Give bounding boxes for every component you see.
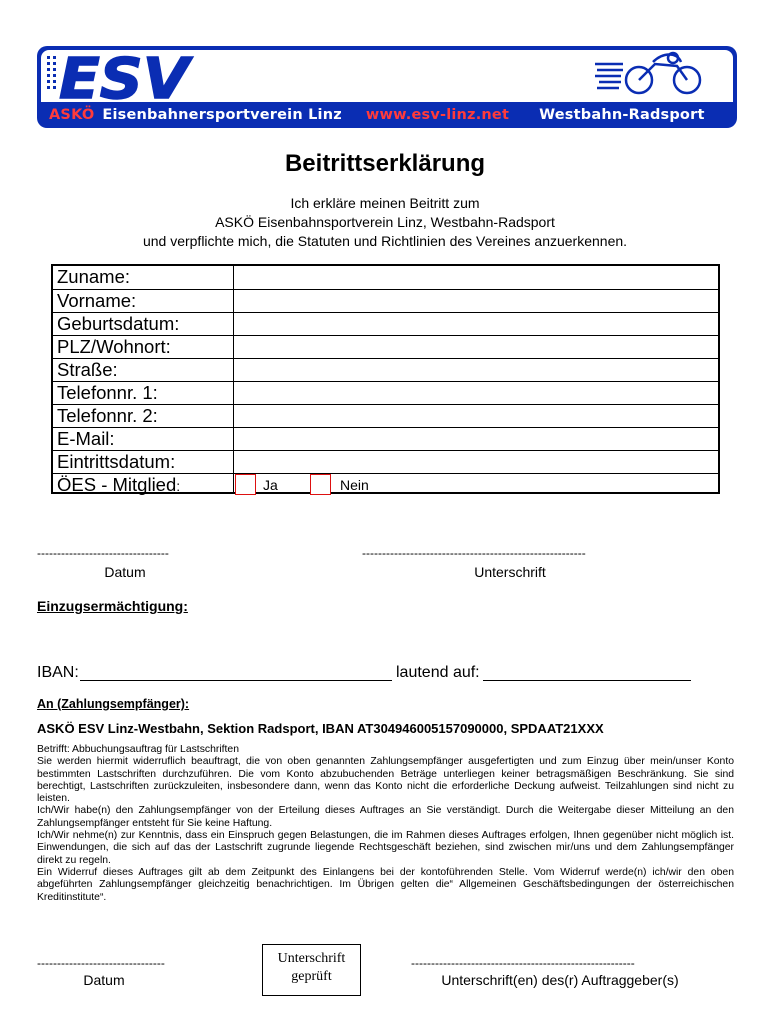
field-label: Zuname:: [57, 266, 131, 287]
club-banner: [37, 46, 737, 128]
field-label: Telefonnr. 1:: [57, 382, 158, 403]
banner-strip: [37, 102, 737, 128]
signature-line-2: --------------------------------------------------------: [411, 956, 635, 970]
form-row-entry-date[interactable]: [53, 450, 718, 473]
section-name: Westbahn-Radsport: [539, 107, 705, 123]
signature-checked-stamp: [262, 944, 361, 996]
field-label: E-Mail:: [57, 428, 115, 449]
checkbox-ja[interactable]: [235, 474, 256, 495]
payee-heading: An (Zahlungsempfänger):: [37, 697, 190, 711]
askoe-label: ASKÖ: [49, 107, 95, 123]
form-row-email[interactable]: [53, 427, 718, 450]
intro-line-2: ASKÖ Eisenbahnsportverein Linz, Westbahn-Radsport: [215, 214, 555, 230]
field-label: Straße:: [57, 359, 118, 380]
website-link[interactable]: www.esv-linz.net: [365, 107, 510, 123]
field-label: Geburtsdatum:: [57, 313, 180, 334]
iban-input[interactable]: [80, 663, 392, 681]
cyclist-icon: [593, 50, 723, 102]
signature-label: Unterschrift: [474, 564, 546, 580]
form-row-zip-city[interactable]: [53, 335, 718, 358]
date-label: Datum: [104, 564, 146, 580]
legal-paragraph: Ein Widerruf dieses Auftrages gilt ab dem Zeitpunkt des Einlangens bei der kontoführenden Stelle. Vom Widerruf werde(n) ich/wir den oben abgeführten Zahlungsempfänger gleichzeitig benachrichtigen. Im Übrigen gelten die“ Allgemeinen Geschäftsbedingungen der österreichischen Kreditinstitute“.: [37, 866, 734, 903]
document-title: Beitrittserklärung: [284, 150, 486, 177]
date-line: ---------------------------------: [37, 546, 169, 560]
form-row-firstname[interactable]: [53, 289, 718, 312]
form-row-oes-member: [53, 473, 718, 494]
stamp-line-2: geprüft: [291, 969, 332, 984]
holder-input[interactable]: [483, 663, 691, 681]
date-line-2: --------------------------------: [37, 956, 165, 970]
holder-label: lautend auf:: [396, 664, 480, 681]
signature-label-2: Unterschrift(en) des(r) Auftraggeber(s): [441, 972, 679, 988]
iban-label: IBAN:: [37, 664, 79, 681]
field-label: PLZ/Wohnort:: [57, 336, 171, 357]
esv-logo-text: ESV: [59, 50, 194, 104]
form-row-phone-2[interactable]: [53, 404, 718, 427]
club-name: Eisenbahnersportverein Linz: [102, 107, 342, 123]
checkbox-nein[interactable]: [310, 474, 331, 495]
field-label: Vorname:: [57, 290, 137, 311]
mandate-heading: Einzugsermächtigung:: [37, 598, 188, 614]
legal-paragraph: Sie werden hiermit widerruflich beauftragt, die von oben genannten Zahlungsempfänger ausgefertigten und zum Einzug über mein/unser Konto bestimmten Lastschriften durchzuführen. Die vom Konto abzubuchenden Beträge unterliegen keiner betragsmäßigen Beschränkung. Sie sind berechtigt, Lastschriften zurückzuleiten, insbesondere dann, wenn das Konto nicht die erforderliche Deckung aufweist. Teilzahlungen sind nicht zu leisten.: [37, 756, 734, 805]
form-row-phone-1[interactable]: [53, 381, 718, 404]
legal-paragraph: Ich/Wir nehme(n) zur Kenntnis, dass ein Einspruch gegen Belastungen, die im Rahmen dieses Auftrages erfolgen, Ihnen gegenüber nicht möglich ist. Einwendungen, die sich auf das der Lastschrift zugrunde liegende Rechtsgeschäft beziehen, sind zwischen mir/uns und dem Zahlungsempfänger direkt zu regeln.: [37, 830, 734, 866]
field-label: Eintrittsdatum:: [57, 451, 176, 472]
membership-form: [51, 264, 720, 494]
option-nein-label: Nein: [340, 477, 369, 493]
legal-paragraph: Ich/Wir habe(n) den Zahlungsempfänger von der Erteilung dieses Auftrages an Sie verständigt. Durch die Weitergabe dieser Mitteilung an den Zahlungsempfänger entsteht für Sie keine Haftung.: [37, 805, 734, 829]
date-label-2: Datum: [83, 972, 125, 988]
esv-logo: [45, 50, 205, 104]
legal-text: [37, 744, 734, 904]
option-ja-label: Ja: [263, 477, 278, 493]
form-row-street[interactable]: [53, 358, 718, 381]
form-row-birthdate[interactable]: [53, 312, 718, 335]
field-label: Telefonnr. 2:: [57, 405, 158, 426]
legal-subject: Betrifft: Abbuchungsauftrag für Lastschriften: [37, 744, 239, 755]
payee-details: ASKÖ ESV Linz-Westbahn, Sektion Radsport, IBAN AT304946005157090000, SPDAAT21XXX: [37, 721, 604, 736]
stamp-line-1: Unterschrift: [277, 951, 346, 966]
signature-line: --------------------------------------------------------: [362, 546, 586, 560]
intro-line-1: Ich erkläre meinen Beitritt zum: [290, 195, 480, 211]
intro-line-3: und verpflichte mich, die Statuten und Richtlinien des Vereines anzuerkennen.: [142, 233, 628, 249]
field-label: ÖES - Mitglied:: [57, 474, 181, 495]
form-row-surname[interactable]: [53, 266, 718, 289]
